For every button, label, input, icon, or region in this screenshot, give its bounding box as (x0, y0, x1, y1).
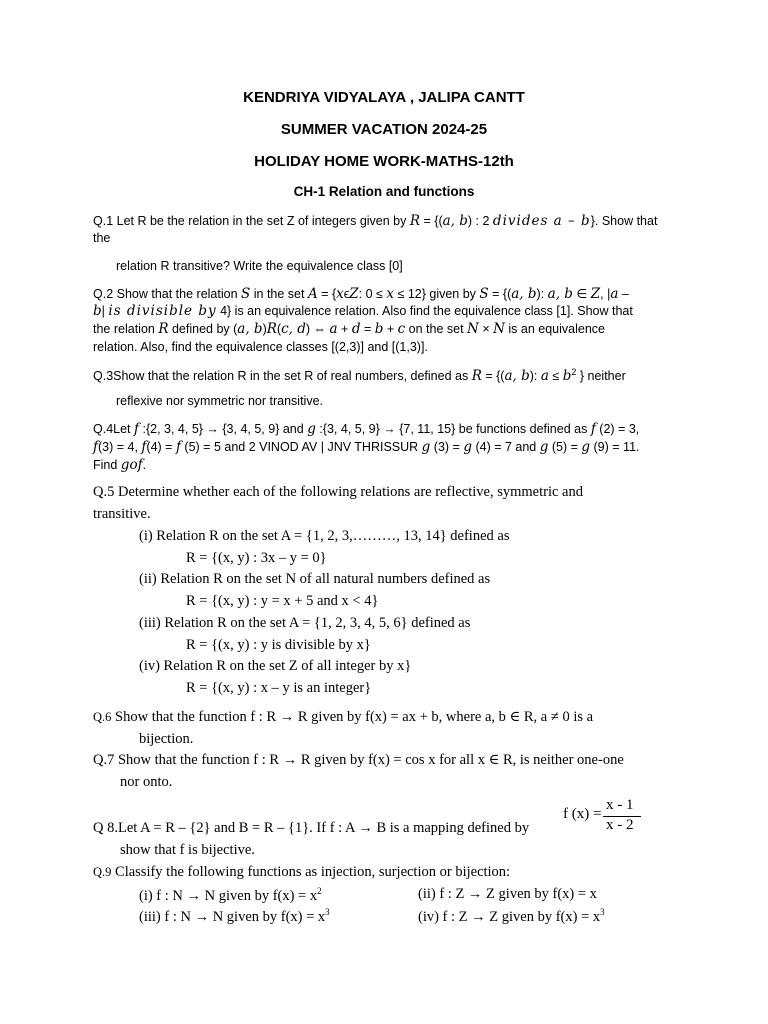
q6-line-1: Q.6 Show that the function f : R → R given by f(x) = ax + b, where a, b ∈ R, a ≠ 0 is a (93, 709, 594, 725)
chapter-title: CH-1 Relation and functions (293, 184, 475, 199)
school-name: KENDRIYA VIDYALAYA , JALIPA CANTT (243, 89, 525, 106)
q8-line-1: Q 8.Let A = R – {2} and B = R – {1}. If f : A → B is a mapping defined by (93, 820, 530, 836)
q5-part-iii-relation: R = {(x, y) : y is divisible by x} (186, 637, 371, 653)
q4-line-3: Find gof. (93, 457, 147, 473)
q2-line-4: relation. Also, find the equivalence classes [(2,3)] and [(1,3)]. (93, 340, 428, 354)
q8-fraction-denominator: x - 2 (606, 817, 634, 833)
q1-line-2: the (93, 231, 111, 245)
q9-heading: Q.9 Classify the following functions as injection, surjection or bijection: (93, 864, 511, 880)
q4-line-1: Q.4Let f :{2, 3, 4, 5} → {3, 4, 5, 9} and g :{3, 4, 5, 9} → {7, 11, 15} be functions defined as f (2) = 3, (93, 421, 640, 437)
vacation-title: SUMMER VACATION 2024-25 (280, 121, 488, 138)
q5-part-i: (i) Relation R on the set A = {1, 2, 3,………, 13, 14} defined as (139, 528, 510, 544)
homework-title: HOLIDAY HOME WORK-MATHS-12th (254, 153, 514, 170)
q5-part-ii-relation: R = {(x, y) : y = x + 5 and x < 4} (186, 593, 379, 609)
q5-part-ii: (ii) Relation R on the set N of all natural numbers defined as (139, 571, 491, 587)
q2-line-3: the relation R defined by (a, b)R(c, d) ⇔ a + d = b + c on the set N × N is an equivalence (93, 321, 605, 337)
q7-line-2: nor onto. (120, 774, 173, 790)
q5-heading: Q.5 Determine whether each of the following relations are reflective, symmetric and (93, 484, 583, 500)
q6-line-2: bijection. (139, 731, 194, 747)
q5-part-iv: (iv) Relation R on the set Z of all integer by x} (139, 658, 412, 674)
q1-line-3: relation R transitive? Write the equivalence class [0] (116, 259, 403, 273)
q3-line-2: reflexive nor symmetric nor transitive. (116, 394, 324, 408)
q5-heading-2: transitive. (93, 506, 151, 522)
q8-line-2: show that f is bijective. (120, 842, 255, 858)
q9-part-iii: (iii) f : N → N given by $f(x) = x^3$ (139, 907, 330, 925)
q9-part-iv: (iv) f : Z → Z given by $f(x) = x^3$ (418, 907, 605, 925)
q9-part-i: (i) f : N → N given by $f(x) = x^2$ (139, 886, 322, 904)
q8-fraction-numerator: x - 1 (606, 797, 634, 813)
q5-part-iv-relation: R = {(x, y) : x – y is an integer} (186, 680, 372, 696)
q7-line-1: Q.7 Show that the function f : R → R given by f(x) = cos x for all x ∈ R, is neither one-one (93, 752, 624, 768)
q8-fx-label: f (x) = (563, 806, 602, 822)
q4-line-2: f(3) = 4, f(4) = f (5) = 5 and 2 VINOD AV | JNV THRISSUR g (3) = g (4) = 7 and g (5) = g (9) = 11. (93, 439, 640, 455)
q5-part-iii: (iii) Relation R on the set A = {1, 2, 3, 4, 5, 6} defined as (139, 615, 471, 631)
q2-line-1: Q.2 Show that the relation S in the set A = {xϵZ: 0 ≤ x ≤ 12} given by S = {(a, b): a, b ∈ Z, |a – (93, 286, 629, 302)
q3-line-1: Q.3Show that the relation R in the set R of real numbers, defined as R = {(a, b): $a \le b^2$ } neither (93, 367, 626, 385)
q2-line-2: b| is divisible by 4} is an equivalence relation. Also find the equivalence class [1]. Show that (93, 303, 633, 319)
q9-part-ii: (ii) f : Z → Z given by f(x) = x (418, 886, 597, 902)
q1-line-1: Q.1 Let R be the relation in the set Z of integers given by R = {(a, b) : 2 divides a – b}. Show that (93, 213, 658, 229)
q5-part-i-relation: R = {(x, y) : 3x – y = 0} (186, 550, 327, 566)
